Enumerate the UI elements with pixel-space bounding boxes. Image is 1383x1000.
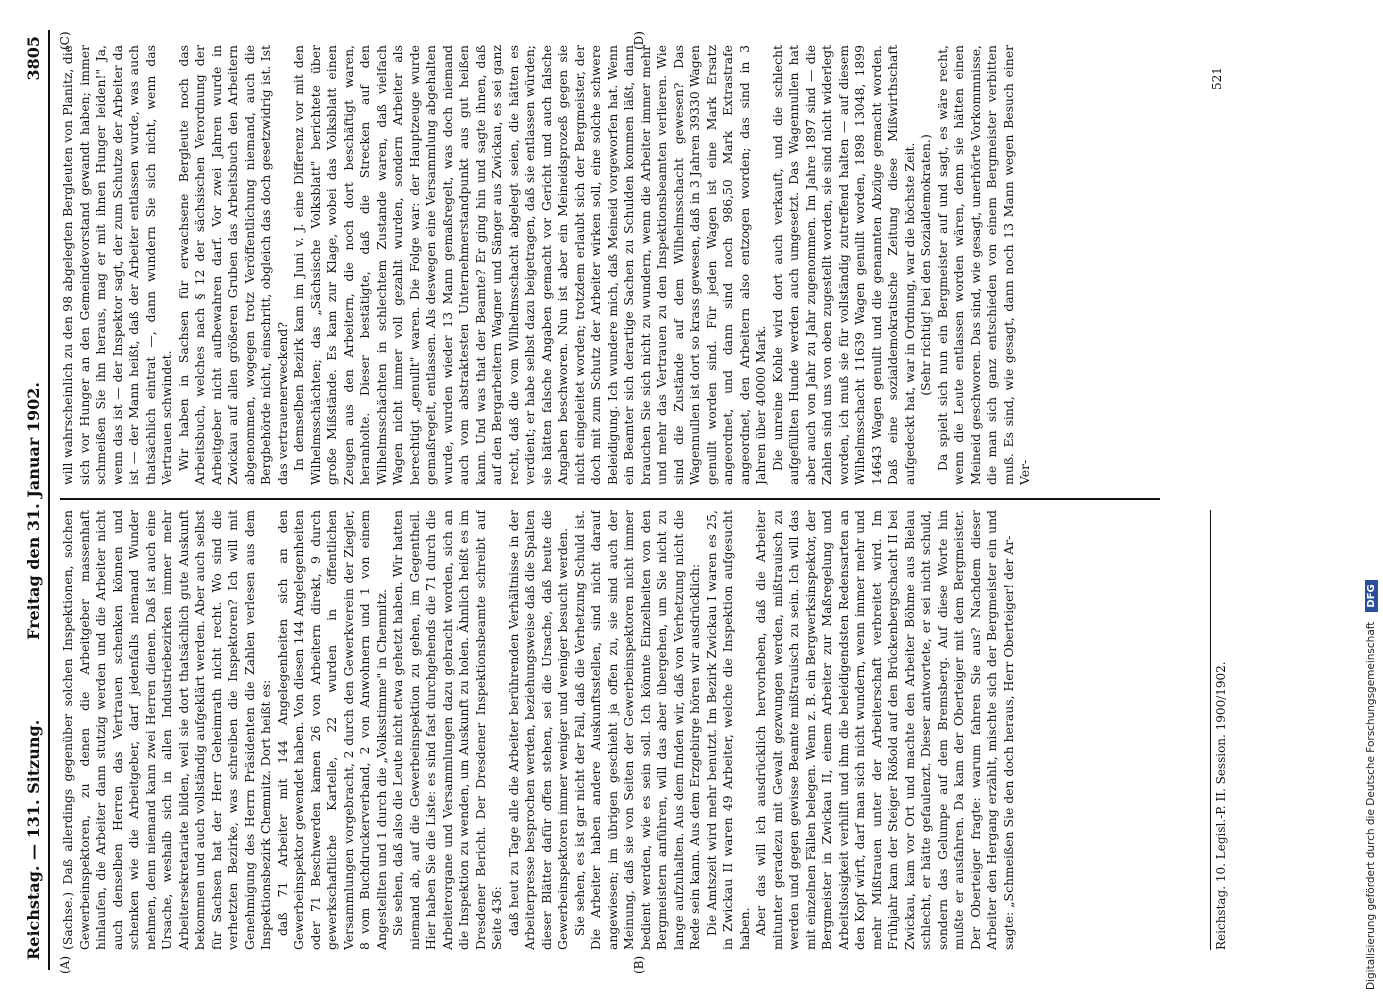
footer-left: Reichstag. 10. Legisl.-P. II. Session. 1900/1902.	[1210, 510, 1228, 950]
header-left: Reichstag. — 131. Sitzung.	[24, 719, 43, 960]
left-paragraph-4: daß heut zu Tage alle die Arbeiter berührenden Verhältnisse in der Arbeiterpresse besprochen werden, beziehungsweise daß die Spalten dieser Blätter dafür offen stehen, sei die Ursache, daß heute die Gewerbeinspektoren immer weniger und weniger besucht werden.	[505, 510, 570, 950]
left-column	[60, 510, 1200, 950]
left-paragraph-5: Sie sehen, es ist gar nicht der Fall, daß die Verhetzung Schuld ist. Die Arbeiter haben andere Auskunftsstellen, sind nicht darauf angewiesen; im übrigen geschieht ja offen zu, sie sind auch der Meinung, daß sie von Seiten der Gewerbeinspektoren nicht immer bedient werden, wie es sein soll. Ich könnte Einzelheiten von den Bergmeistern anführen, will das aber übergehen, um Sie nicht zu lange aufzuhalten. Aus dem finden wir, daß von Verhetzung nicht die Rede sein kann. Aus dem Erzgebirge hören wir ausdrücklich:	[571, 510, 702, 950]
right-paragraph-4: Die unreine Kohle wird dort auch verkauft, und die schlecht aufgefüllten Hunde werden auch umgesetzt. Das Wagennullen hat aber auch von Jahr zu Jahr zugenommen. Im Jahre 1897 sind — die Zahlen sind uns von oben zugestellt worden, sie sind nicht widerlegt worden, ich muß sie für vollständig zutreffend halten — auf diesem Wilhelmsschacht 11639 Wagen genullt worden, 1898 13048, 1899 14643 Wagen genullt und die genannten Abzüge gemacht worden. Daß eine sozialdemokratische Zeitung diese Mißwirthschaft aufgedeckt hat, war in Ordnung, war die höchste Zeit.	[769, 45, 917, 485]
right-column	[60, 45, 1200, 485]
digitization-note	[1360, 10, 1382, 990]
rotated-page-content	[20, 30, 1340, 974]
left-paragraph-1: (Sachse.) Daß allerdings gegenüber solchen Inspektionen, solchen Gewerbeinspektoren, zu denen die Arbeitgeber massenhaft hinlaufen, die Arbeiter dann stutzig werden und die Arbeiter nicht auch denselben Herren das Vertrauen schenken können und schenken wie die Arbeitgeber, darf jedenfalls niemand Wunder nehmen, denn niemand kann zwei Herren dienen. Daß ist auch eine Ursache, weshalb sich in allen Industriebezirken immer mehr Arbeitersekretariate bilden, weil sie dort thatsächlich gute Auskunft bekommen und auch vollständig aufgeklärt werden. Aber auch selbst für Sachsen hat der Herr Geheimrath nicht recht. Wo sind die verhetzten Bezirke, was schreiben die Inspektoren? Ich will mit Genehmigung des Herrn Präsidenten die Zahlen verlesen aus dem Inspektionsbezirk Chemnitz. Dort heißt es:	[60, 510, 273, 950]
column-divider	[60, 499, 1160, 501]
right-paragraph-3: In demselben Bezirk kam im Juni v. J. eine Differenz vor mit den Wilhelmsschächten; das „Sächsische Volksblatt" berichtete über große Mißstände. Es kam zur Klage, wobei das Volksblatt einen Zeugen aus den Arbeitern, die noch dort beschäftigt waren, heranholte. Dieser bestätigte, daß die Strecken auf den Wilhelmsschächten in schlechtem Zustande waren, daß vielfach Wagen nicht immer voll gezahlt wurden, sondern Arbeiter als berechtigt „genullt" waren. Die Folge war: der Hauptzeuge wurde gemaßregelt, entlassen. Als deswegen eine Versammlung abgehalten wurde, wurden wieder 13 Mann gemaßregelt, was doch niemand auch vom abstraktesten Unternehmerstandpunkt aus gut heißen kann. Und was that der Beamte? Er ging hin und sagte ihnen, daß auf den Bergarbeitern Wagner und Sänger aus Zwickau, es sei ganz recht, daß die vom Wilhelmsschacht abgelegt seien, die hätten es verdient; er habe selbst dazu beigetragen, daß sie entlassen würden; sie hätten falsche Angaben gemacht vor Gericht und auch falsche Angaben beschworen. Nun ist aber ein Meineidsprozeß gegen sie nicht eingeleitet worden; trotzdem erlaubt sich der Bergmeister, der doch mit zum Schutz der Arbeiter wirken soll, eine solche schwere Beleidigung. Ich wundere mich, daß Meineid vorgeworfen hat. Wenn ein Beamter sich derartige Sachen zu Schulden kommen läßt, dann brauchen Sie sich nicht zu wundern, wenn die Arbeiter immer mehr und mehr das Vertrauen zu den Inspektionsbeamten verlieren. Wie sind die Zustände auf dem Wilhelmsschacht gewesen? Das Wagennullen ist dort so krass gewesen, daß in 3 Jahren 39330 Wagen genullt worden sind. Für jeden Wagen ist eine Mark Ersatz angeordnet, und dann sind noch 986,50 Mark Extrastrafe angeordnet, den Arbeitern also entzogen worden; das sind in 3 Jahren über 40000 Mark.	[291, 45, 768, 485]
dfg-logo: DFG	[1365, 580, 1378, 611]
marker-d: (D)	[632, 31, 646, 50]
footer-page-number: 521	[1210, 67, 1224, 90]
marker-c: (C)	[58, 31, 72, 50]
right-paragraph-2: Wir haben in Sachsen für erwachsene Bergleute noch das Arbeitsbuch, welches nach § 12 der sächsischen Verordnung der Arbeitgeber nicht aufbewahren darf. Vor zwei Jahren wurde in Zwickau auf allen größeren Gruben das Arbeitsbuch den Arbeitern abgenommen, wogegen trotz Veröffentlichung niemand, auch die Bergbehörde nicht, einschritt, obgleich das doch gesetzwidrig ist. Ist das vertrauenerweckend?	[175, 45, 290, 485]
marker-a: (A)	[58, 955, 72, 974]
left-paragraph-6: Die Amtszeit wird mehr benutzt. Im Bezirk Zwickau I waren es 25, in Zwickau II waren 49 Arbeiter, welche die Inspektion aufgesucht haben.	[703, 510, 752, 950]
left-paragraph-7: Aber das will ich ausdrücklich hervorheben, daß die Arbeiter mitunter geradezu mit Gewalt gezwungen werden, mißtrauisch zu werden und gegen gewisse Beamte mißtrauisch zu sein. Ich will das mit einzelnen Fällen belegen. Wenn z. B. ein Bergwerksinspektor, der Bergmeister in Zwickau II, einem Arbeiter zur Maßregelung und Arbeitslosigkeit verhilft und ihm die beleidigendsten Redensarten an den Kopf wirft, darf man sich nicht wundern, wenn immer mehr und mehr Mißtrauen unter der Arbeiterschaft verbreitet wird. Im Frühjahr kam der Steiger Rößold auf den Brückenbergschacht II bei Zwickau, kam vor Ort und machte den Arbeiter Böhme aus Bielau schlecht, er hätte gefaulenzt. Dieser antwortete, er sei nicht schuld, sondern das Gelumpe auf dem Bremsberg. Auf diese Worte hin mußte er ausfahren. Da kam der Oberteiger mit dem Bergmeister. Der Oberteiger fragte: warum fahren Sie aus? Nachdem dieser Arbeiter den Hergang erzählt, mischte sich der Bergmeister ein und sagte: „Schmeißen Sie den doch heraus, Herr Oberteiger! der Ar-	[753, 510, 1016, 950]
marker-b: (B)	[632, 955, 646, 974]
page-header	[20, 30, 50, 970]
right-paragraph-5: (Sehr richtig! bei den Sozialdemokraten.)	[918, 134, 933, 396]
digitization-text: Digitalisierung gefördert durch die Deutsche Forschungsgemeinschaft	[1365, 621, 1377, 990]
header-date: Freitag den 31. Januar 1902.	[24, 382, 43, 640]
left-paragraph-2: daß 71 Arbeiter mit 144 Angelegenheiten sich an den Gewerbeinspektor gewendet haben. Von diesen 144 Angelegenheiten oder 71 Beschwerden kamen 26 von Arbeitern direkt, 9 durch gewerkschaftliche Kartelle, 22 wurden in öffentlichen Versammlungen vorgebracht, 2 durch den Gewerkverein der Ziegler, 8 vom Buchdruckerverband, 2 von Anwohnern und 1 von einem Angestellten und 1 durch die „Volksstimme" in Chemnitz.	[274, 510, 389, 950]
right-paragraph-1: will wahrscheinlich zu den 98 abgelegten Bergleuten von Planitz, die sich vor Hunger an den Gemeindevorstand gewandt haben; immer schmeißen Sie ihn heraus, mag er mit ihnen Hunger leiden!" Ja, wenn das ist — der Inspektor sagt, der zum Schutze der Arbeiter da ist — der Mann heißt, daß der Arbeiter entlassen wurde, was auch thatsächlich eintrat —, dann wundern Sie sich nicht, wenn das Vertrauen schwindet.	[60, 45, 174, 485]
left-paragraph-3: Sie sehen, daß also die Leute nicht etwa gehetzt haben. Wir hatten niemand ab, auf die Gewerbeinspektion zu gehen, im Gegentheil. Hier haben Sie die Liste: es sind fast durchgehends die 71 durch die Arbeiterorgane und Versammlungen dazu gebracht worden, sich an die Inspektion zu wenden, um Auskunft zu holen. Ähnlich heißt es im Dresdener Bericht. Der Dresdener Inspektionsbeamte schreibt auf Seite 436:	[390, 510, 504, 950]
page-number: 3805	[24, 36, 43, 81]
right-paragraph-6: Da spielt sich nun ein Bergmeister auf und sagt, es wäre recht, wenn die Leute entlassen worden wären, denn sie hätten einen Meineid geschworen. Das sind, wie gesagt, unerhörte Vorkommnisse, die man sich ganz entschieden von einem Bergmeister verbitten muß. Es sind, wie gesagt, dann noch 13 Mann wegen Besuch einer Ver-	[934, 45, 1032, 485]
